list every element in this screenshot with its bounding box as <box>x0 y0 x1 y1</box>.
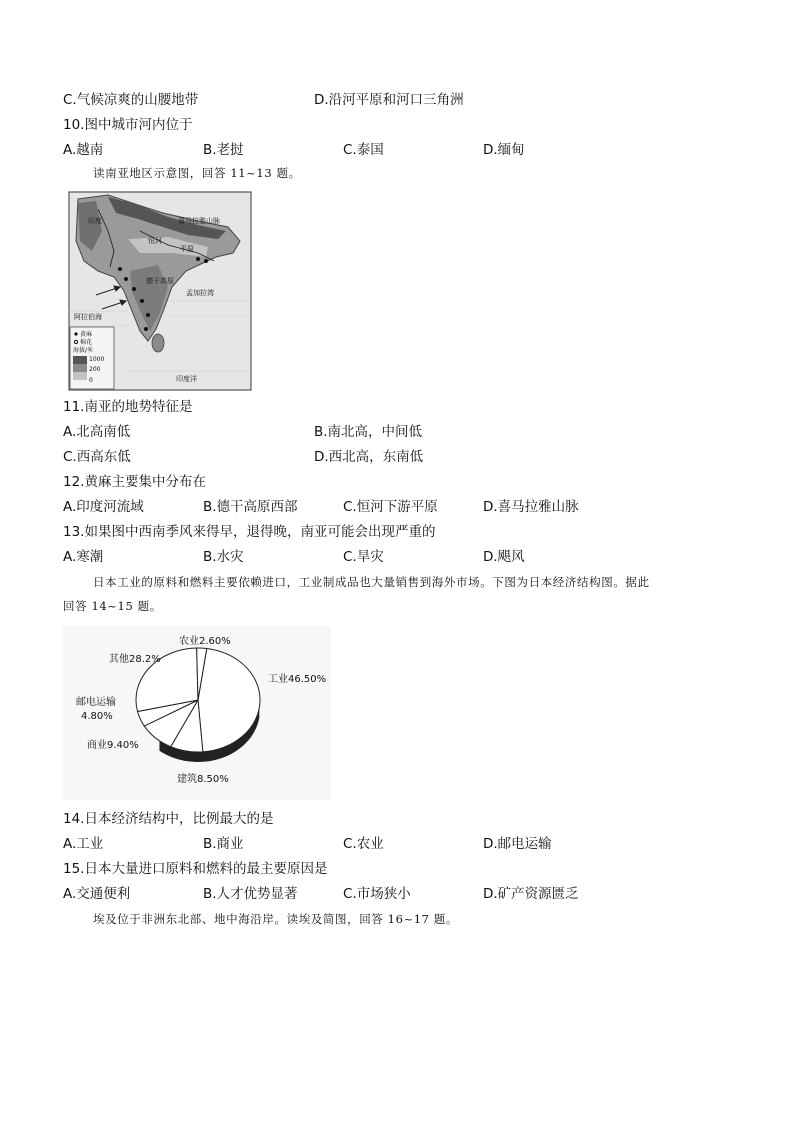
q12-stem: 12.黄麻主要集中分布在 <box>63 474 206 490</box>
q10-option-a: A.越南 <box>63 142 104 158</box>
q10-stem: 10.图中城市河内位于 <box>63 117 193 133</box>
legend-cotton: 棉花 <box>80 339 93 346</box>
q13-option-b: B.水灾 <box>203 549 244 565</box>
q15-stem: 15.日本大量进口原料和燃料的最主要原因是 <box>63 861 328 877</box>
q14-option-c: C.农业 <box>343 836 384 852</box>
pie-label-construction: 建筑8.50% <box>177 774 229 785</box>
map-label-ganges: 恒河 <box>148 237 162 245</box>
map-label-deccan: 德干高原 <box>146 277 174 285</box>
q14-option-a: A.工业 <box>63 836 104 852</box>
map-label-arabian-sea: 阿拉伯海 <box>74 313 102 321</box>
q13-option-d: D.飓风 <box>483 549 525 565</box>
q15-option-a: A.交通便利 <box>63 886 131 902</box>
japan-economy-chart <box>63 626 331 800</box>
q10-option-d: D.缅甸 <box>483 142 525 158</box>
legend-level-0: 0 <box>89 377 93 384</box>
legend-elevation-title: 海拔/米 <box>73 347 94 354</box>
map-label-indian-ocean: 印度洋 <box>176 375 197 383</box>
q11-option-a: A.北高南低 <box>63 424 131 440</box>
map-label-india: 印度 <box>88 217 102 225</box>
pie-label-transport-value: 4.80% <box>81 711 113 722</box>
q9-option-d: D.沿河平原和河口三角洲 <box>314 92 464 108</box>
q10-option-c: C.泰国 <box>343 142 384 158</box>
legend-level-200: 200 <box>89 366 101 373</box>
q13-option-a: A.寒潮 <box>63 549 104 565</box>
pie-label-agriculture: 农业2.60% <box>179 636 231 647</box>
q12-option-c: C.恒河下游平原 <box>343 499 438 515</box>
map-label-bay: 孟加拉湾 <box>186 289 214 297</box>
map-label-plain: 平原 <box>180 245 194 253</box>
pie-label-other: 其他28.2% <box>109 654 161 665</box>
q12-option-a: A.印度河流域 <box>63 499 144 515</box>
q14-option-d: D.邮电运输 <box>483 836 552 852</box>
intro-japan-line1: 日本工业的原料和燃料主要依赖进口，工业制成品也大量销售到海外市场。下图为日本经济结构图。据此 <box>93 575 650 589</box>
pie-label-industry: 工业46.50% <box>268 674 327 685</box>
intro-egypt: 埃及位于非洲东北部、地中海沿岸。读埃及简图，回答 16~17 题。 <box>93 912 459 926</box>
q11-option-d: D.西北高，东南低 <box>314 449 424 465</box>
q9-option-c: C.气候凉爽的山腰地带 <box>63 92 199 108</box>
q11-option-c: C.西高东低 <box>63 449 131 465</box>
q10-option-b: B.老挝 <box>203 142 244 158</box>
legend-level-1000: 1000 <box>89 356 105 363</box>
legend-jute: 黄麻 <box>80 331 93 338</box>
q15-option-c: C.市场狭小 <box>343 886 411 902</box>
q11-option-b: B.南北高，中间低 <box>314 424 423 440</box>
intro-south-asia: 读南亚地区示意图，回答 11~13 题。 <box>93 166 301 180</box>
south-asia-map <box>68 191 252 391</box>
q13-option-c: C.旱灾 <box>343 549 384 565</box>
q11-stem: 11.南亚的地势特征是 <box>63 399 193 415</box>
q15-option-b: B.人才优势显著 <box>203 886 298 902</box>
q12-option-b: B.德干高原西部 <box>203 499 298 515</box>
pie-label-transport: 邮电运输 <box>76 697 116 708</box>
q14-option-b: B.商业 <box>203 836 244 852</box>
q13-stem: 13.如果图中西南季风来得早，退得晚，南亚可能会出现严重的 <box>63 524 436 540</box>
q12-option-d: D.喜马拉雅山脉 <box>483 499 579 515</box>
map-label-himalaya: 喜马拉雅山脉 <box>178 217 220 225</box>
q15-option-d: D.矿产资源匮乏 <box>483 886 579 902</box>
intro-japan-line2: 回答 14~15 题。 <box>63 599 162 613</box>
q14-stem: 14.日本经济结构中，比例最大的是 <box>63 811 274 827</box>
pie-label-commerce: 商业9.40% <box>87 740 139 751</box>
